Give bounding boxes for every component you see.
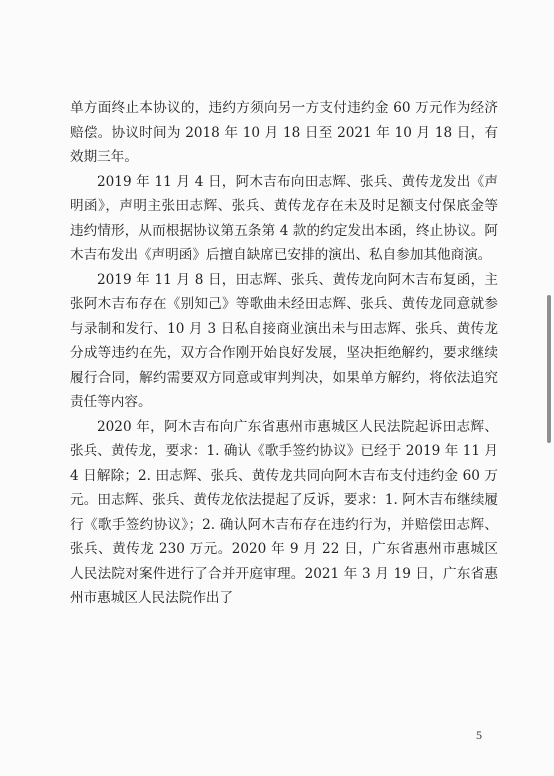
paragraph-reply-letter: 2019 年 11 月 8 日，田志辉、张兵、黄传龙向阿木吉布复函，主张阿木吉布存在《别知己》等歌曲未经田志辉、张兵、黄传龙同意就参与录制和发行、10 月 3 日私自接商业演出未与田志辉、张兵、黄传龙分成等违约在先，双方合作刚开始良好发展，坚决拒绝解约，要求继续履行合同，解约需要双方同意或审判判决，如果单方解约，将依法追究责任等内容。 <box>70 271 498 410</box>
paragraph-declaration-letter: 2019 年 11 月 4 日，阿木吉布向田志辉、张兵、黄传龙发出《声明函》，声明主张田志辉、张兵、黄传龙存在未及时足额支付保底金等违约情形，从而根据协议第五条第 4 款的约定发出本函，终止协议。阿木吉布发出《声明函》后擅自缺席已安排的演出、私自参加其他商演。 <box>70 173 498 263</box>
paragraph-continuation: 单方面终止本协议的，违约方须向另一方支付违约金 60 万元作为经济赔偿。协议时间为 2018 年 10 月 18 日至 2021 年 10 月 18 日，有效期三年。 <box>70 100 498 165</box>
page-number: 5 <box>476 728 482 742</box>
vertical-scrollbar[interactable] <box>547 295 551 443</box>
paragraph-lawsuit: 2020 年，阿木吉布向广东省惠州市惠城区人民法院起诉田志辉、张兵、黄传龙，要求：1. 确认《歌手签约协议》已经于 2019 年 11 月 4 日解除；2. 田志辉、张兵、黄传龙共同向阿木吉布支付违约金 60 万元。田志辉、张兵、黄传龙依法提起了反诉，要求：1. 阿木吉布继续履行《歌手签约协议》；2. 确认阿木吉布存在违约行为，并赔偿田志辉、张兵、黄传龙 230 万元。2020 年 9 月 22 日，广东省惠州市惠城区人民法院对案件进行了合并开庭审理。2021 年 3 月 19 日，广东省惠州市惠城区人民法院作出了 <box>70 418 498 606</box>
document-body <box>70 96 498 611</box>
